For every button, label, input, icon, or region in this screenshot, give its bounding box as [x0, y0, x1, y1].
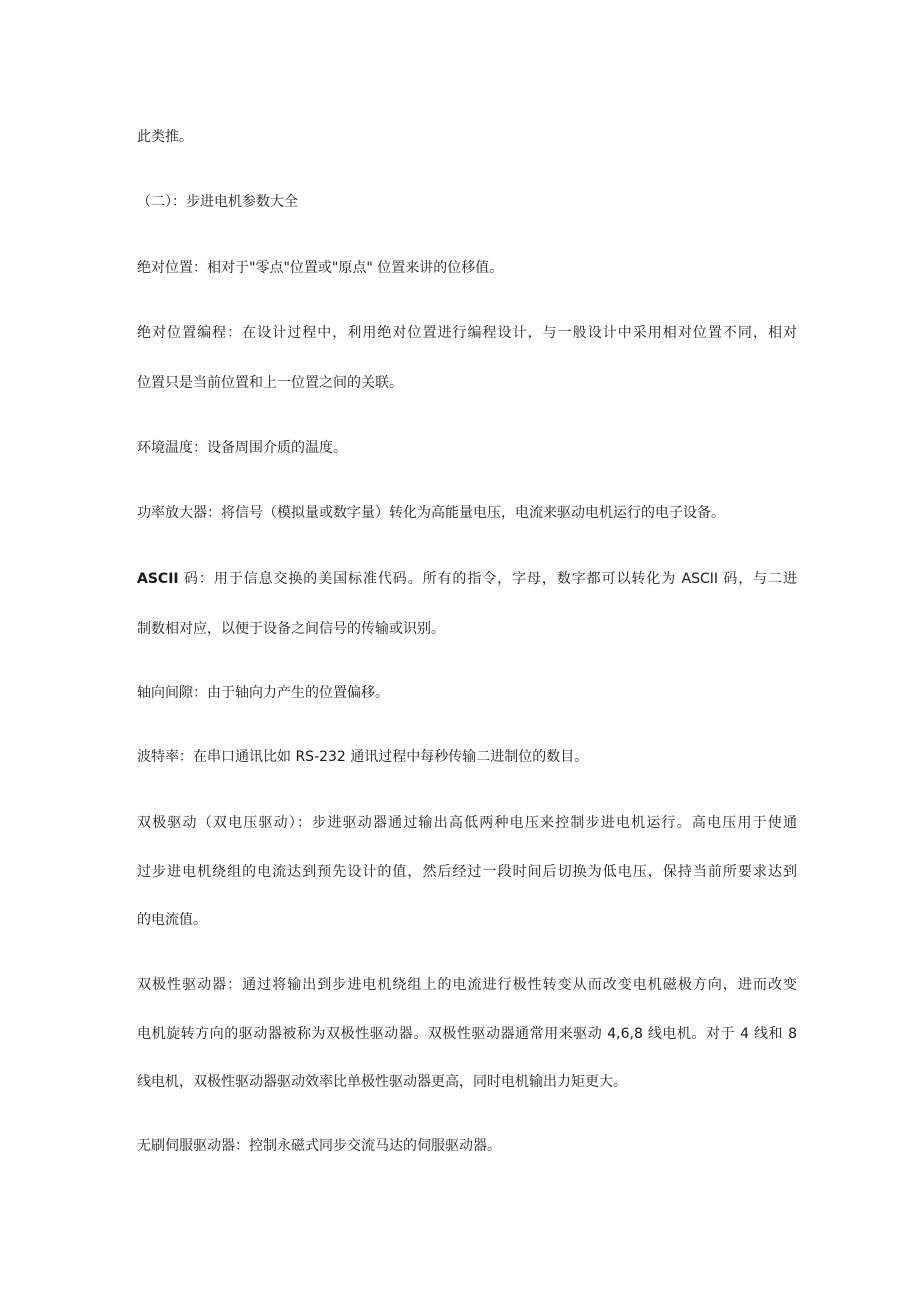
text-line: [137, 569, 797, 589]
text-line: 绝对位置编程：在设计过程中，利用绝对位置进行编程设计，与一般设计中采用相对位置不同，相对: [137, 325, 797, 341]
text-line: 电机旋转方向的驱动器被称为双极性驱动器。双极性驱动器通常用来驱动 4,6,8 线电机。对于 4 线和 8: [137, 1026, 797, 1042]
text-line: 线电机，双极性驱动器驱动效率比单极性驱动器更高，同时电机输出力矩更大。: [137, 1074, 627, 1090]
text-line: 功率放大器：将信号（模拟量或数字量）转化为高能量电压，电流来驱动电机运行的电子设备。: [137, 505, 725, 521]
text-line: 绝对位置：相对于"零点"位置或"原点" 位置来讲的位移值。: [137, 260, 504, 276]
text-line: 此类推。: [137, 129, 193, 145]
text-line: 双极性驱动器：通过将输出到步进电机绕组上的电流进行极性转变从而改变电机磁极方向，进而改变: [137, 977, 797, 993]
text-line: 无刷伺服驱动器：控制永磁式同步交流马达的伺服驱动器。: [137, 1138, 501, 1154]
text-line: 环境温度：设备周围介质的温度。: [137, 440, 347, 456]
text-line: 轴向间隙：由于轴向力产生的位置偏移。: [137, 685, 389, 701]
text-line: 位置只是当前位置和上一位置之间的关联。: [137, 375, 403, 391]
text-line: 过步进电机绕组的电流达到预先设计的值，然后经过一段时间后切换为低电压，保持当前所要求达到: [137, 864, 797, 880]
text-line: 的电流值。: [137, 912, 207, 928]
ascii-definition: 码：用于信息交换的美国标准代码。所有的指令，字母，数字都可以转化为 ASCII 码，与二进: [184, 571, 797, 587]
text-line: 波特率：在串口通讯比如 RS-232 通讯过程中每秒传输二进制位的数目。: [137, 749, 589, 765]
ascii-term: ASCII: [137, 571, 179, 587]
section-heading: （二）：步进电机参数大全: [137, 194, 298, 210]
text-line: 制数相对应，以便于设备之间信号的传输或识别。: [137, 621, 445, 637]
text-line: 双极驱动（双电压驱动）：步进驱动器通过输出高低两种电压来控制步进电机运行。高电压用于使通: [137, 815, 797, 831]
